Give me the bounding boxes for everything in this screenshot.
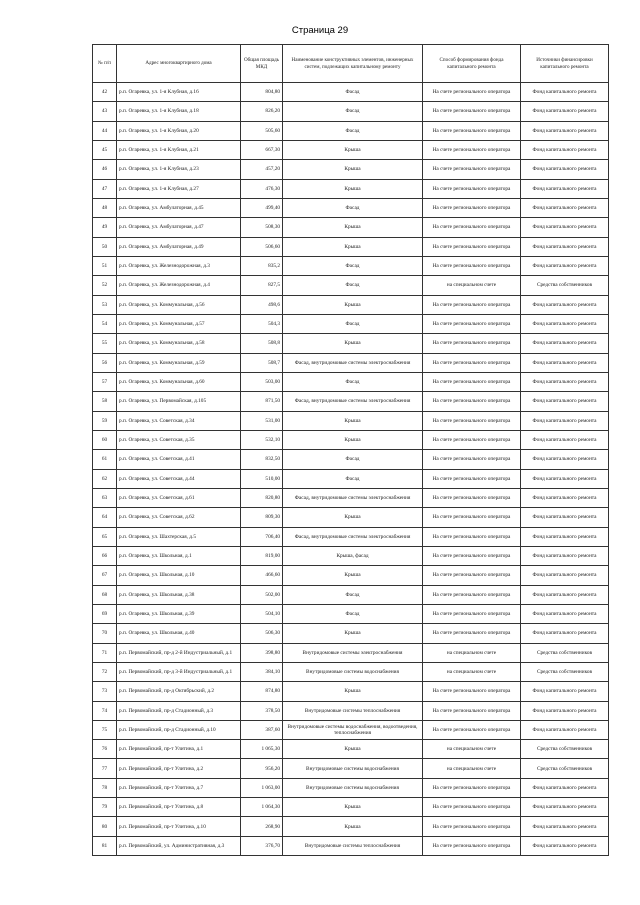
cell-method: На счете регионального оператора [423,121,521,140]
cell-works: Фасад [283,102,423,121]
cell-works: Крыша [283,740,423,759]
cell-area: 827,5 [241,276,283,295]
cell-area: 835,2 [241,256,283,275]
cell-address: р.п. Огаревка, ул. Советская, д.35 [117,430,241,449]
cell-area: 499,40 [241,198,283,217]
table-row [93,121,609,140]
cell-area: 1 064,30 [241,798,283,817]
cell-address: р.п. Огаревка, ул. Советская, д.62 [117,508,241,527]
cell-address: р.п. Огаревка, ул. Школьная, д.39 [117,604,241,623]
table-row [93,682,609,701]
table-row [93,353,609,372]
header-num: № п/п [93,45,117,83]
cell-area: 498,6 [241,295,283,314]
cell-source: Фонд капитального ремонта [521,179,609,198]
cell-address: р.п. Огаревка, ул. 1-я Клубная, д.20 [117,121,241,140]
cell-area: 1 065,30 [241,740,283,759]
cell-address: р.п. Первомайский, пр-д Стадионный, д.3 [117,701,241,720]
cell-works: Крыша [283,140,423,159]
cell-num: 63 [93,488,117,507]
cell-address: р.п. Первомайский, пр-д 3-й Индустриальный, д.1 [117,662,241,681]
cell-method: На счете регионального оператора [423,604,521,623]
cell-num: 64 [93,508,117,527]
cell-works: Фасад [283,450,423,469]
cell-area: 832,50 [241,450,283,469]
cell-num: 42 [93,83,117,102]
cell-works: Фасад, внутридомовые системы электроснабжения [283,488,423,507]
table-row [93,469,609,488]
cell-method: На счете регионального оператора [423,817,521,836]
cell-method: На счете регионального оператора [423,778,521,797]
table-row [93,817,609,836]
cell-method: На счете регионального оператора [423,295,521,314]
cell-works: Фасад [283,314,423,333]
cell-works: Крыша [283,430,423,449]
cell-works: Крыша [283,798,423,817]
cell-num: 74 [93,701,117,720]
cell-address: р.п. Огаревка, ул. Железнодорожная, д.3 [117,256,241,275]
cell-area: 384,10 [241,662,283,681]
table-row [93,392,609,411]
cell-source: Фонд капитального ремонта [521,218,609,237]
cell-source: Фонд капитального ремонта [521,198,609,217]
table-row [93,643,609,662]
table-row [93,256,609,275]
cell-address: р.п. Огаревка, ул. Железнодорожная, д.4 [117,276,241,295]
cell-num: 62 [93,469,117,488]
cell-area: 820,80 [241,488,283,507]
cell-num: 49 [93,218,117,237]
cell-method: На счете регионального оператора [423,179,521,198]
cell-address: р.п. Первомайский, пр-д Стадионный, д.10 [117,720,241,739]
cell-address: р.п. Огаревка, ул. Амбулаторная, д.47 [117,218,241,237]
cell-works: Крыша [283,160,423,179]
cell-method: На счете регионального оператора [423,527,521,546]
cell-area: 871,50 [241,392,283,411]
cell-works: Крыша [283,218,423,237]
cell-num: 57 [93,372,117,391]
table-row [93,566,609,585]
cell-works: Внутридомовые системы электроснабжения [283,643,423,662]
cell-works: Крыша [283,682,423,701]
table-row [93,488,609,507]
cell-works: Крыша [283,295,423,314]
cell-num: 73 [93,682,117,701]
cell-area: 706,40 [241,527,283,546]
cell-address: р.п. Первомайский, пр-т Улитина, д.2 [117,759,241,778]
cell-area: 503,00 [241,372,283,391]
cell-address: р.п. Первомайский, ул. Административная, д.3 [117,836,241,855]
cell-num: 72 [93,662,117,681]
cell-method: На счете регионального оператора [423,160,521,179]
cell-works: Фасад [283,256,423,275]
cell-area: 874,80 [241,682,283,701]
cell-source: Средства собственников [521,276,609,295]
cell-works: Крыша [283,179,423,198]
cell-method: На счете регионального оператора [423,102,521,121]
cell-num: 60 [93,430,117,449]
cell-source: Средства собственников [521,759,609,778]
cell-method: На счете регионального оператора [423,508,521,527]
cell-num: 61 [93,450,117,469]
cell-num: 66 [93,546,117,565]
cell-area: 1 063,00 [241,778,283,797]
table-row [93,662,609,681]
cell-area: 457,20 [241,160,283,179]
cell-source: Фонд капитального ремонта [521,682,609,701]
table-row [93,430,609,449]
cell-source: Фонд капитального ремонта [521,121,609,140]
cell-num: 77 [93,759,117,778]
cell-address: р.п. Огаревка, ул. 1-я Клубная, д.27 [117,179,241,198]
cell-works: Крыша [283,624,423,643]
table-row [93,778,609,797]
cell-source: Фонд капитального ремонта [521,566,609,585]
cell-source: Фонд капитального ремонта [521,817,609,836]
cell-works: Крыша [283,508,423,527]
cell-area: 826,20 [241,102,283,121]
cell-source: Фонд капитального ремонта [521,778,609,797]
cell-source: Фонд капитального ремонта [521,508,609,527]
cell-address: р.п. Огаревка, ул. Коммунальная, д.56 [117,295,241,314]
table-row [93,372,609,391]
cell-num: 53 [93,295,117,314]
table-row [93,237,609,256]
cell-source: Фонд капитального ремонта [521,604,609,623]
cell-method: на специальном счете [423,643,521,662]
cell-method: на специальном счете [423,759,521,778]
cell-area: 376,70 [241,836,283,855]
cell-area: 505,60 [241,121,283,140]
cell-area: 819,00 [241,546,283,565]
cell-method: На счете регионального оператора [423,83,521,102]
header-address: Адрес многоквартирного дома [117,45,241,83]
cell-source: Фонд капитального ремонта [521,140,609,159]
cell-works: Крыша [283,334,423,353]
cell-source: Фонд капитального ремонта [521,836,609,855]
cell-method: На счете регионального оператора [423,256,521,275]
cell-method: На счете регионального оператора [423,836,521,855]
cell-method: на специальном счете [423,276,521,295]
cell-area: 510,00 [241,469,283,488]
cell-area: 532,10 [241,430,283,449]
cell-source: Фонд капитального ремонта [521,546,609,565]
cell-method: На счете регионального оператора [423,430,521,449]
cell-source: Фонд капитального ремонта [521,469,609,488]
cell-source: Фонд капитального ремонта [521,720,609,739]
cell-source: Фонд капитального ремонта [521,411,609,430]
cell-method: На счете регионального оператора [423,237,521,256]
cell-source: Фонд капитального ремонта [521,353,609,372]
cell-area: 667,30 [241,140,283,159]
cell-works: Внутридомовые системы теплоснабжения [283,701,423,720]
cell-address: р.п. Первомайский, пр-т Улитина, д.10 [117,817,241,836]
table-row [93,759,609,778]
cell-works: Фасад, внутридомовые системы электроснабжения [283,527,423,546]
cell-area: 504,3 [241,314,283,333]
cell-works: Фасад [283,83,423,102]
cell-method: На счете регионального оператора [423,469,521,488]
cell-num: 71 [93,643,117,662]
cell-num: 75 [93,720,117,739]
cell-area: 956,20 [241,759,283,778]
cell-area: 398,80 [241,643,283,662]
cell-method: На счете регионального оператора [423,198,521,217]
cell-method: На счете регионального оператора [423,585,521,604]
header-works: Наименование конструктивных элементов, инженерных систем, подлежащих капитальному ремонту [283,45,423,83]
cell-source: Фонд капитального ремонта [521,372,609,391]
cell-works: Крыша [283,817,423,836]
cell-num: 44 [93,121,117,140]
cell-method: На счете регионального оператора [423,411,521,430]
cell-num: 48 [93,198,117,217]
cell-source: Фонд капитального ремонта [521,256,609,275]
table-row [93,720,609,739]
cell-works: Крыша, фасад [283,546,423,565]
cell-area: 508,7 [241,353,283,372]
cell-method: На счете регионального оператора [423,682,521,701]
cell-method: На счете регионального оператора [423,450,521,469]
cell-num: 50 [93,237,117,256]
table-row [93,140,609,159]
cell-num: 58 [93,392,117,411]
header-area: Общая площадь МКД [241,45,283,83]
cell-address: р.п. Огаревка, ул. 1-я Клубная, д.18 [117,102,241,121]
table-row [93,314,609,333]
cell-address: р.п. Первомайский, пр-д Октябрьский, д.2 [117,682,241,701]
cell-source: Средства собственников [521,643,609,662]
cell-num: 78 [93,778,117,797]
table-header-row [93,45,609,83]
cell-address: р.п. Огаревка, ул. Коммунальная, д.59 [117,353,241,372]
cell-source: Фонд капитального ремонта [521,450,609,469]
cell-num: 81 [93,836,117,855]
cell-num: 67 [93,566,117,585]
cell-source: Фонд капитального ремонта [521,392,609,411]
cell-works: Внутридомовые системы водоснабжения [283,759,423,778]
cell-method: на специальном счете [423,662,521,681]
table-row [93,740,609,759]
cell-works: Фасад [283,198,423,217]
cell-source: Фонд капитального ремонта [521,102,609,121]
cell-works: Фасад, внутридомовые системы электроснабжения [283,353,423,372]
cell-address: р.п. Огаревка, ул. Советская, д.61 [117,488,241,507]
cell-num: 59 [93,411,117,430]
cell-method: На счете регионального оператора [423,218,521,237]
cell-method: На счете регионального оператора [423,140,521,159]
cell-area: 504,10 [241,604,283,623]
cell-address: р.п. Огаревка, ул. Коммунальная, д.58 [117,334,241,353]
cell-works: Крыша [283,411,423,430]
cell-source: Фонд капитального ремонта [521,83,609,102]
cell-area: 506,60 [241,237,283,256]
cell-method: На счете регионального оператора [423,353,521,372]
table-row [93,102,609,121]
cell-address: р.п. Огаревка, ул. Амбулаторная, д.49 [117,237,241,256]
cell-source: Средства собственников [521,662,609,681]
cell-area: 378,50 [241,701,283,720]
cell-works: Крыша [283,566,423,585]
cell-num: 56 [93,353,117,372]
cell-works: Внутридомовые системы водоснабжения [283,778,423,797]
table-row [93,218,609,237]
cell-address: р.п. Огаревка, ул. Школьная, д.10 [117,566,241,585]
page-title: Страница 29 [291,25,349,36]
cell-num: 52 [93,276,117,295]
cell-num: 43 [93,102,117,121]
table-row [93,160,609,179]
cell-address: р.п. Первомайский, пр-д 2-й Индустриальный, д.1 [117,643,241,662]
cell-method: На счете регионального оператора [423,798,521,817]
cell-method: На счете регионального оператора [423,701,521,720]
cell-method: На счете регионального оператора [423,566,521,585]
cell-address: р.п. Огаревка, ул. Советская, д.44 [117,469,241,488]
table-row [93,508,609,527]
cell-source: Фонд капитального ремонта [521,160,609,179]
cell-source: Фонд капитального ремонта [521,624,609,643]
cell-method: На счете регионального оператора [423,334,521,353]
cell-source: Фонд капитального ремонта [521,295,609,314]
table-row [93,179,609,198]
cell-area: 506,30 [241,624,283,643]
cell-num: 68 [93,585,117,604]
cell-method: на специальном счете [423,740,521,759]
cell-source: Средства собственников [521,740,609,759]
cell-num: 79 [93,798,117,817]
cell-source: Фонд капитального ремонта [521,798,609,817]
table-row [93,198,609,217]
cell-address: р.п. Огаревка, ул. Первомайская, д.105 [117,392,241,411]
table-row [93,450,609,469]
cell-method: На счете регионального оператора [423,372,521,391]
cell-source: Фонд капитального ремонта [521,334,609,353]
cell-address: р.п. Первомайский, пр-т Улитина, д.8 [117,798,241,817]
table-row [93,624,609,643]
table-row [93,798,609,817]
table-row [93,334,609,353]
cell-area: 387,60 [241,720,283,739]
cell-num: 65 [93,527,117,546]
cell-address: р.п. Огаревка, ул. 1-я Клубная, д.23 [117,160,241,179]
table-row [93,701,609,720]
cell-num: 51 [93,256,117,275]
cell-num: 54 [93,314,117,333]
cell-works: Фасад [283,469,423,488]
table-row [93,836,609,855]
repair-program-table [92,44,609,856]
cell-address: р.п. Огаревка, ул. Шахтерская, д.5 [117,527,241,546]
cell-works: Фасад [283,372,423,391]
cell-address: р.п. Первомайский, пр-т Улитина, д.1 [117,740,241,759]
cell-area: 268,90 [241,817,283,836]
cell-method: На счете регионального оператора [423,488,521,507]
cell-address: р.п. Огаревка, ул. 1-я Клубная, д.16 [117,83,241,102]
cell-address: р.п. Огаревка, ул. Школьная, д.1 [117,546,241,565]
table-row [93,604,609,623]
cell-works: Фасад [283,585,423,604]
table-row [93,276,609,295]
cell-address: р.п. Первомайский, пр-т Улитина, д.7 [117,778,241,797]
cell-area: 466,60 [241,566,283,585]
cell-works: Крыша [283,237,423,256]
cell-area: 508,30 [241,218,283,237]
cell-address: р.п. Огаревка, ул. Амбулаторная, д.45 [117,198,241,217]
cell-area: 508,8 [241,334,283,353]
cell-address: р.п. Огаревка, ул. Советская, д.34 [117,411,241,430]
cell-address: р.п. Огаревка, ул. Советская, д.41 [117,450,241,469]
cell-source: Фонд капитального ремонта [521,430,609,449]
cell-address: р.п. Огаревка, ул. Школьная, д.38 [117,585,241,604]
cell-source: Фонд капитального ремонта [521,527,609,546]
cell-works: Внутридомовые системы водоснабжения, водоотведения, теплоснабжения [283,720,423,739]
table-row [93,83,609,102]
cell-num: 70 [93,624,117,643]
cell-area: 502,00 [241,585,283,604]
cell-source: Фонд капитального ремонта [521,314,609,333]
cell-works: Фасад [283,604,423,623]
cell-method: На счете регионального оператора [423,392,521,411]
table-row [93,295,609,314]
cell-num: 47 [93,179,117,198]
cell-method: На счете регионального оператора [423,720,521,739]
cell-num: 69 [93,604,117,623]
cell-address: р.п. Огаревка, ул. Коммунальная, д.60 [117,372,241,391]
cell-method: На счете регионального оператора [423,546,521,565]
cell-method: На счете регионального оператора [423,314,521,333]
cell-source: Фонд капитального ремонта [521,585,609,604]
cell-num: 45 [93,140,117,159]
cell-area: 804,80 [241,83,283,102]
cell-area: 809,30 [241,508,283,527]
cell-method: На счете регионального оператора [423,624,521,643]
cell-num: 55 [93,334,117,353]
table-row [93,527,609,546]
cell-address: р.п. Огаревка, ул. Школьная, д.40 [117,624,241,643]
cell-source: Фонд капитального ремонта [521,488,609,507]
header-method: Способ формирования фонда капитального ремонта [423,45,521,83]
cell-area: 476,30 [241,179,283,198]
cell-address: р.п. Огаревка, ул. 1-я Клубная, д.21 [117,140,241,159]
cell-num: 46 [93,160,117,179]
cell-works: Фасад [283,276,423,295]
cell-address: р.п. Огаревка, ул. Коммунальная, д.57 [117,314,241,333]
table-row [93,546,609,565]
cell-source: Фонд капитального ремонта [521,701,609,720]
table-row [93,585,609,604]
cell-area: 531,00 [241,411,283,430]
table-body [93,83,609,856]
cell-source: Фонд капитального ремонта [521,237,609,256]
cell-works: Фасад [283,121,423,140]
header-source: Источники финансировки капитального ремонта [521,45,609,83]
cell-num: 80 [93,817,117,836]
cell-works: Внутридомовые системы водоснабжения [283,662,423,681]
cell-works: Внутридомовые системы теплоснабжения [283,836,423,855]
cell-num: 76 [93,740,117,759]
table-row [93,411,609,430]
cell-works: Фасад, внутридомовые системы электроснабжения [283,392,423,411]
